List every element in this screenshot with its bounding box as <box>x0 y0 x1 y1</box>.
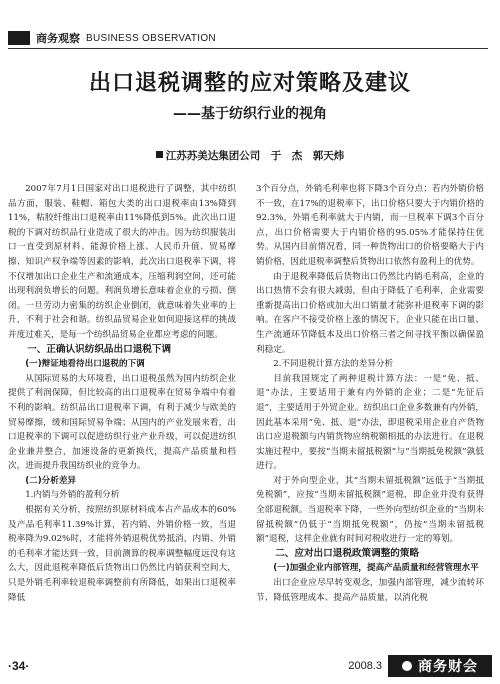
item-heading-1: 1.内销与外销的盈利分析 <box>25 490 120 501</box>
subsection-heading-2a: (一)加强企业内部管理，提高产品质量和经营管理水平 <box>273 563 479 574</box>
paragraph-margin: 由于退税率降低后货物出口仍然比内销毛利高，企业的出口热情不会有很大减弱，但由于降低了毛利率，企业需要重新提高出口价格或加大出口销量才能弥补退税率下调的影响。在客户不接受价格上涨的情况下，企业只能在出口量、生产流通环节降低本及出口价格三者之间寻找平衡以确保盈利稳定。 <box>256 271 484 355</box>
left-column <box>8 182 236 605</box>
paragraph-dialectic: 从国际贸易的大环境看，出口退税虽然为国内纺织企业提供了利润保障，但比较高的出口退税率在贸易争端中有着不利的影响。纺织品出口退税率下调，有利于减少与欧美的贸易摩擦，缓和国际贸易争端；从国内的产业发展来看，出口退税率的下调可以促进纺织行业产业升级，可以促进纺织企业兼并整合，加速设备的更新换代，提高产品质量和档次，进而提升我国纺织业的竞争力。 <box>8 373 236 472</box>
right-column <box>256 182 484 605</box>
item-heading-2: 2.不同退税计算方法的差异分析 <box>273 359 394 370</box>
section-marker-block <box>8 31 30 45</box>
author-line <box>0 148 500 163</box>
page-number: ·34· <box>8 659 30 673</box>
section-heading-2: 二、应对出口退税政策调整的策略 <box>275 547 420 559</box>
intro-paragraph: 2007年7月1日国家对出口退税进行了调整，其中纺织品方面，服装、鞋帽、箱包大类的出口退税率由13%降到11%，粘胶纤维出口退税率由11%降低到5%。此次出口退税的下调对纺织品行业造成了很大的冲击。因为纺织服装出口一直受到原材料、能源价格上涨、人民币升值、贸易摩擦、知识产权争端等因素的影响，此次出口退税率下调，将不仅增加出口企业生产和流通成本，压缩利润空间，还可能出现利润负增长的问题。利润负增长意味着企业的亏损、倒闭。一旦劳动力密集的纺织企业倒闭，就意味着失业率的上升，不利于社会和谐。纺织品贸易企业如何迎接这样的挑战并度过难关，是每一个纺织品贸易企业都应考虑的问题。 <box>8 184 236 340</box>
section-name: 商务观察 <box>36 32 80 45</box>
issue-date: 2008.3 <box>348 660 382 672</box>
paragraph-export-oriented: 对于外向型企业，其“当期未留抵税额”远低于“当期抵免税额”，应按“当期未留抵税额”退税，即企业并没有获得全部退税额。当退税率下降，一些外向型纺织企业的“当期未留抵税额”仍低于“当期抵免税额”，仍按“当期未留抵税额”退税，这样企业就有时间对税收进行一定的筹划。 <box>256 475 484 545</box>
paragraph-methods: 目前我国规定了两种退税计算方法：一是“免、抵、退”办法，主要适用于兼有内外销的企业；二是“先征后退”，主要适用于外贸企业。纺织出口企业多数兼有内外销，因此基本采用“免、抵、退”办法，即退税采用企业自产货物出口应退税额与内销货物应纳税额相抵的办法进行。在退税实施过程中，要按“当期未留抵税额”与“当期抵免税额”孰低进行。 <box>256 373 484 472</box>
logo-emblem-icon <box>402 661 412 671</box>
author-text: 江苏苏美达集团公司 于 杰 郭天炜 <box>165 150 345 162</box>
section-heading-1: 一、正确认识纺织品出口退税下调 <box>27 343 172 355</box>
subsection-heading-1b: (二)分析差异 <box>25 475 77 486</box>
page-footer <box>8 655 492 677</box>
paragraph-management: 出口企业应尽早转变观念，加强内部管理，减少流转环节、降低管理成本、提高产品质量，以消化税 <box>256 578 484 603</box>
section-header <box>8 30 488 46</box>
magazine-logo <box>388 655 492 677</box>
logo-text: 商务财会 <box>418 659 478 675</box>
paragraph-continued: 3个百分点，外销毛利率也将下降3个百分点；若内外销价格不一致，在17%的退税率下，出口价格只要大于内销价格的92.3%，外销毛利率就大于内销，而一旦税率下调3个百分点，出口价格需要大于内销价格的95.05%才能保持住优势。从国内目前情况看，同一种货物出口的价格要略大于内销价格，因此退税率调整后货物出口依然有盈利上的优势。 <box>256 184 484 267</box>
paragraph-profit-analysis: 根据有关分析，按照纺织原材料成本占产品成本的60%及产品毛利率11.39%计算，若内销、外销价格一致，当退税率降为9.02%时，才能将外销退税优势抵消，内销、外销的毛利率才能达到一致，目前测算的税率调整幅度远没有这么大，因此退税率降低后货物出口仍然比内销获利空间大，只是外销毛利率较退税率调整前有所降低，如果出口退税率降低 <box>8 505 236 603</box>
section-name-en: BUSINESS OBSERVATION <box>86 32 216 44</box>
author-marker-icon <box>156 151 163 158</box>
article-subtitle: ——基于纺织行业的视角 <box>173 106 327 122</box>
subsection-heading-1a: (一)辩证地看待出口退税的下调 <box>25 359 145 370</box>
article-title: 出口退税调整的应对策略及建议 <box>88 71 411 96</box>
header-divider <box>8 48 488 49</box>
